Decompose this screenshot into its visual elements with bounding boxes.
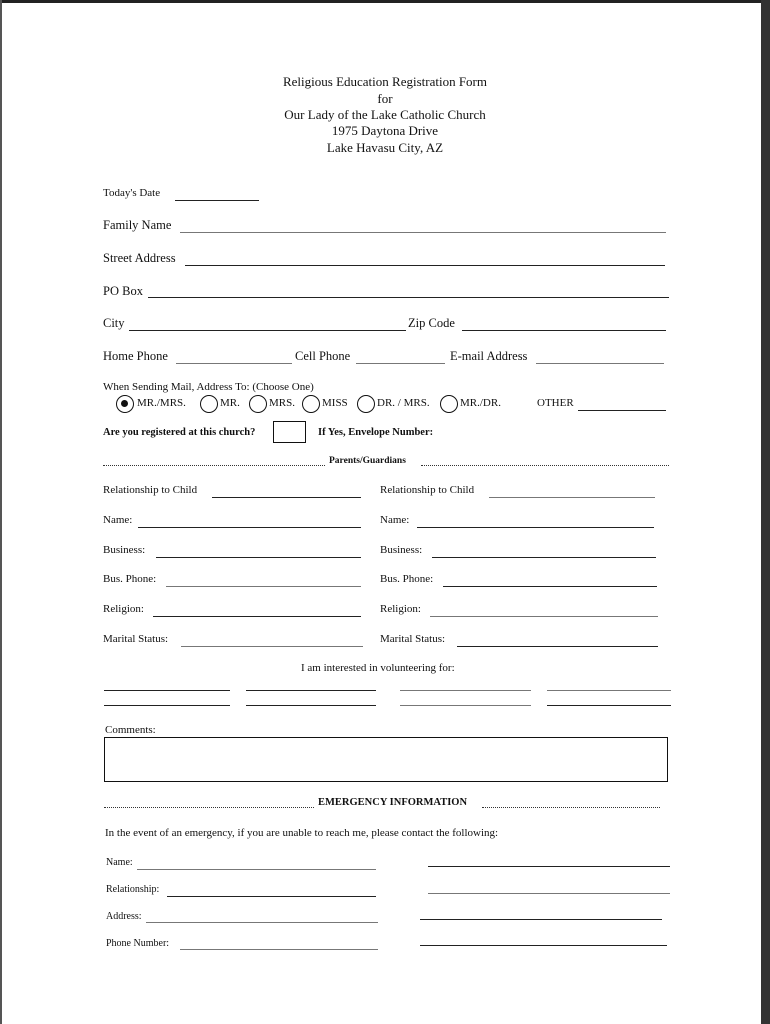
volunteer-field-1[interactable]: [104, 690, 230, 691]
parent1-marital-label: Marital Status:: [103, 633, 169, 645]
registered-question: Are you registered at this church?: [103, 427, 256, 438]
volunteer-field-4[interactable]: [547, 690, 671, 691]
emergency-name-label: Name:: [106, 857, 133, 868]
radio-miss[interactable]: [302, 395, 320, 413]
emergency-phone-field-2[interactable]: [420, 945, 667, 946]
parent1-bus-phone-field[interactable]: [166, 586, 361, 587]
street-address-field[interactable]: [185, 265, 665, 266]
emergency-divider-left: [104, 807, 314, 808]
envelope-number-label: If Yes, Envelope Number:: [318, 427, 434, 438]
emergency-address-field-2[interactable]: [420, 919, 662, 920]
emergency-instruction: In the event of an emergency, if you are unable to reach me, please contact the following:: [105, 827, 499, 839]
comments-label: Comments:: [105, 724, 156, 736]
parent1-name-field[interactable]: [138, 527, 361, 528]
emergency-divider-right: [482, 807, 660, 808]
po-box-label: PO Box: [103, 284, 143, 298]
radio-selected-dot: [121, 400, 128, 407]
parent2-marital-label: Marital Status:: [380, 633, 446, 645]
option-mrs-label: MRS.: [269, 397, 295, 409]
city-label: City: [103, 316, 125, 330]
home-phone-field[interactable]: [176, 363, 292, 364]
home-phone-label: Home Phone: [103, 349, 168, 363]
volunteer-field-3[interactable]: [400, 690, 531, 691]
volunteer-field-5[interactable]: [104, 705, 230, 706]
option-dr-mrs-label: DR. / MRS.: [377, 397, 430, 409]
emergency-relationship-field-2[interactable]: [428, 893, 670, 894]
parent1-marital-field[interactable]: [181, 646, 363, 647]
volunteer-field-8[interactable]: [547, 705, 671, 706]
radio-dr-mrs[interactable]: [357, 395, 375, 413]
parent2-name-label: Name:: [380, 514, 410, 526]
option-mr-mrs-label: MR./MRS.: [137, 397, 186, 409]
volunteer-field-2[interactable]: [246, 690, 376, 691]
todays-date-field[interactable]: [175, 200, 259, 201]
parents-section-title: Parents/Guardians: [329, 456, 406, 466]
emergency-name-field-2[interactable]: [428, 866, 670, 867]
family-name-label: Family Name: [103, 218, 172, 232]
family-name-field[interactable]: [180, 232, 666, 233]
radio-mr[interactable]: [200, 395, 218, 413]
registered-checkbox[interactable]: [273, 421, 306, 443]
form-title: Religious Education Registration Form: [282, 74, 487, 89]
parent2-marital-field[interactable]: [457, 646, 658, 647]
parent2-name-field[interactable]: [417, 527, 654, 528]
parent2-relationship-label: Relationship to Child: [380, 484, 475, 496]
parent1-religion-field[interactable]: [153, 616, 361, 617]
email-field[interactable]: [536, 363, 664, 364]
parent1-religion-label: Religion:: [103, 603, 144, 615]
radio-mrs[interactable]: [249, 395, 267, 413]
option-other-label: OTHER: [537, 397, 574, 409]
zip-code-label: Zip Code: [408, 316, 455, 330]
cell-phone-field[interactable]: [356, 363, 445, 364]
todays-date-label: Today's Date: [103, 187, 161, 199]
parent1-name-label: Name:: [103, 514, 133, 526]
mail-address-prompt: When Sending Mail, Address To: (Choose One): [103, 381, 314, 393]
parent1-relationship-field[interactable]: [212, 497, 361, 498]
street-address-label: Street Address: [103, 251, 176, 265]
church-street: 1975 Daytona Drive: [331, 123, 439, 138]
parent2-religion-label: Religion:: [380, 603, 421, 615]
emergency-phone-field-1[interactable]: [180, 949, 378, 950]
parent2-business-field[interactable]: [432, 557, 656, 558]
church-city: Lake Havasu City, AZ: [326, 140, 444, 155]
parent2-religion-field[interactable]: [430, 616, 658, 617]
emergency-phone-label: Phone Number:: [106, 938, 170, 949]
city-field[interactable]: [129, 330, 406, 331]
parent1-business-field[interactable]: [156, 557, 361, 558]
option-mr-dr-label: MR./DR.: [460, 397, 501, 409]
parent1-bus-phone-label: Bus. Phone:: [103, 573, 157, 585]
parents-divider-right: [421, 465, 669, 466]
parent2-relationship-field[interactable]: [489, 497, 655, 498]
emergency-relationship-field-1[interactable]: [167, 896, 376, 897]
emergency-address-label: Address:: [106, 911, 142, 922]
volunteer-field-6[interactable]: [246, 705, 376, 706]
email-label: E-mail Address: [450, 349, 528, 363]
form-title-for: for: [377, 91, 393, 106]
parent2-bus-phone-field[interactable]: [443, 586, 657, 587]
radio-mr-dr[interactable]: [440, 395, 458, 413]
parent1-relationship-label: Relationship to Child: [103, 484, 198, 496]
option-other-field[interactable]: [578, 410, 666, 411]
emergency-relationship-label: Relationship:: [106, 884, 160, 895]
parent2-business-label: Business:: [380, 544, 423, 556]
radio-mr-mrs[interactable]: [116, 395, 134, 413]
parent2-bus-phone-label: Bus. Phone:: [380, 573, 434, 585]
option-miss-label: MISS: [322, 397, 348, 409]
emergency-name-field-1[interactable]: [137, 869, 376, 870]
church-name: Our Lady of the Lake Catholic Church: [284, 107, 486, 122]
zip-code-field[interactable]: [462, 330, 666, 331]
po-box-field[interactable]: [148, 297, 669, 298]
comments-box[interactable]: [104, 737, 668, 782]
volunteer-prompt: I am interested in volunteering for:: [301, 662, 455, 674]
volunteer-field-7[interactable]: [400, 705, 531, 706]
parents-divider-left: [103, 465, 325, 466]
emergency-address-field-1[interactable]: [146, 922, 378, 923]
emergency-section-title: EMERGENCY INFORMATION: [318, 797, 468, 808]
cell-phone-label: Cell Phone: [295, 349, 351, 363]
parent1-business-label: Business:: [103, 544, 146, 556]
option-mr-label: MR.: [220, 397, 240, 409]
scan-edge-top: [0, 0, 770, 3]
